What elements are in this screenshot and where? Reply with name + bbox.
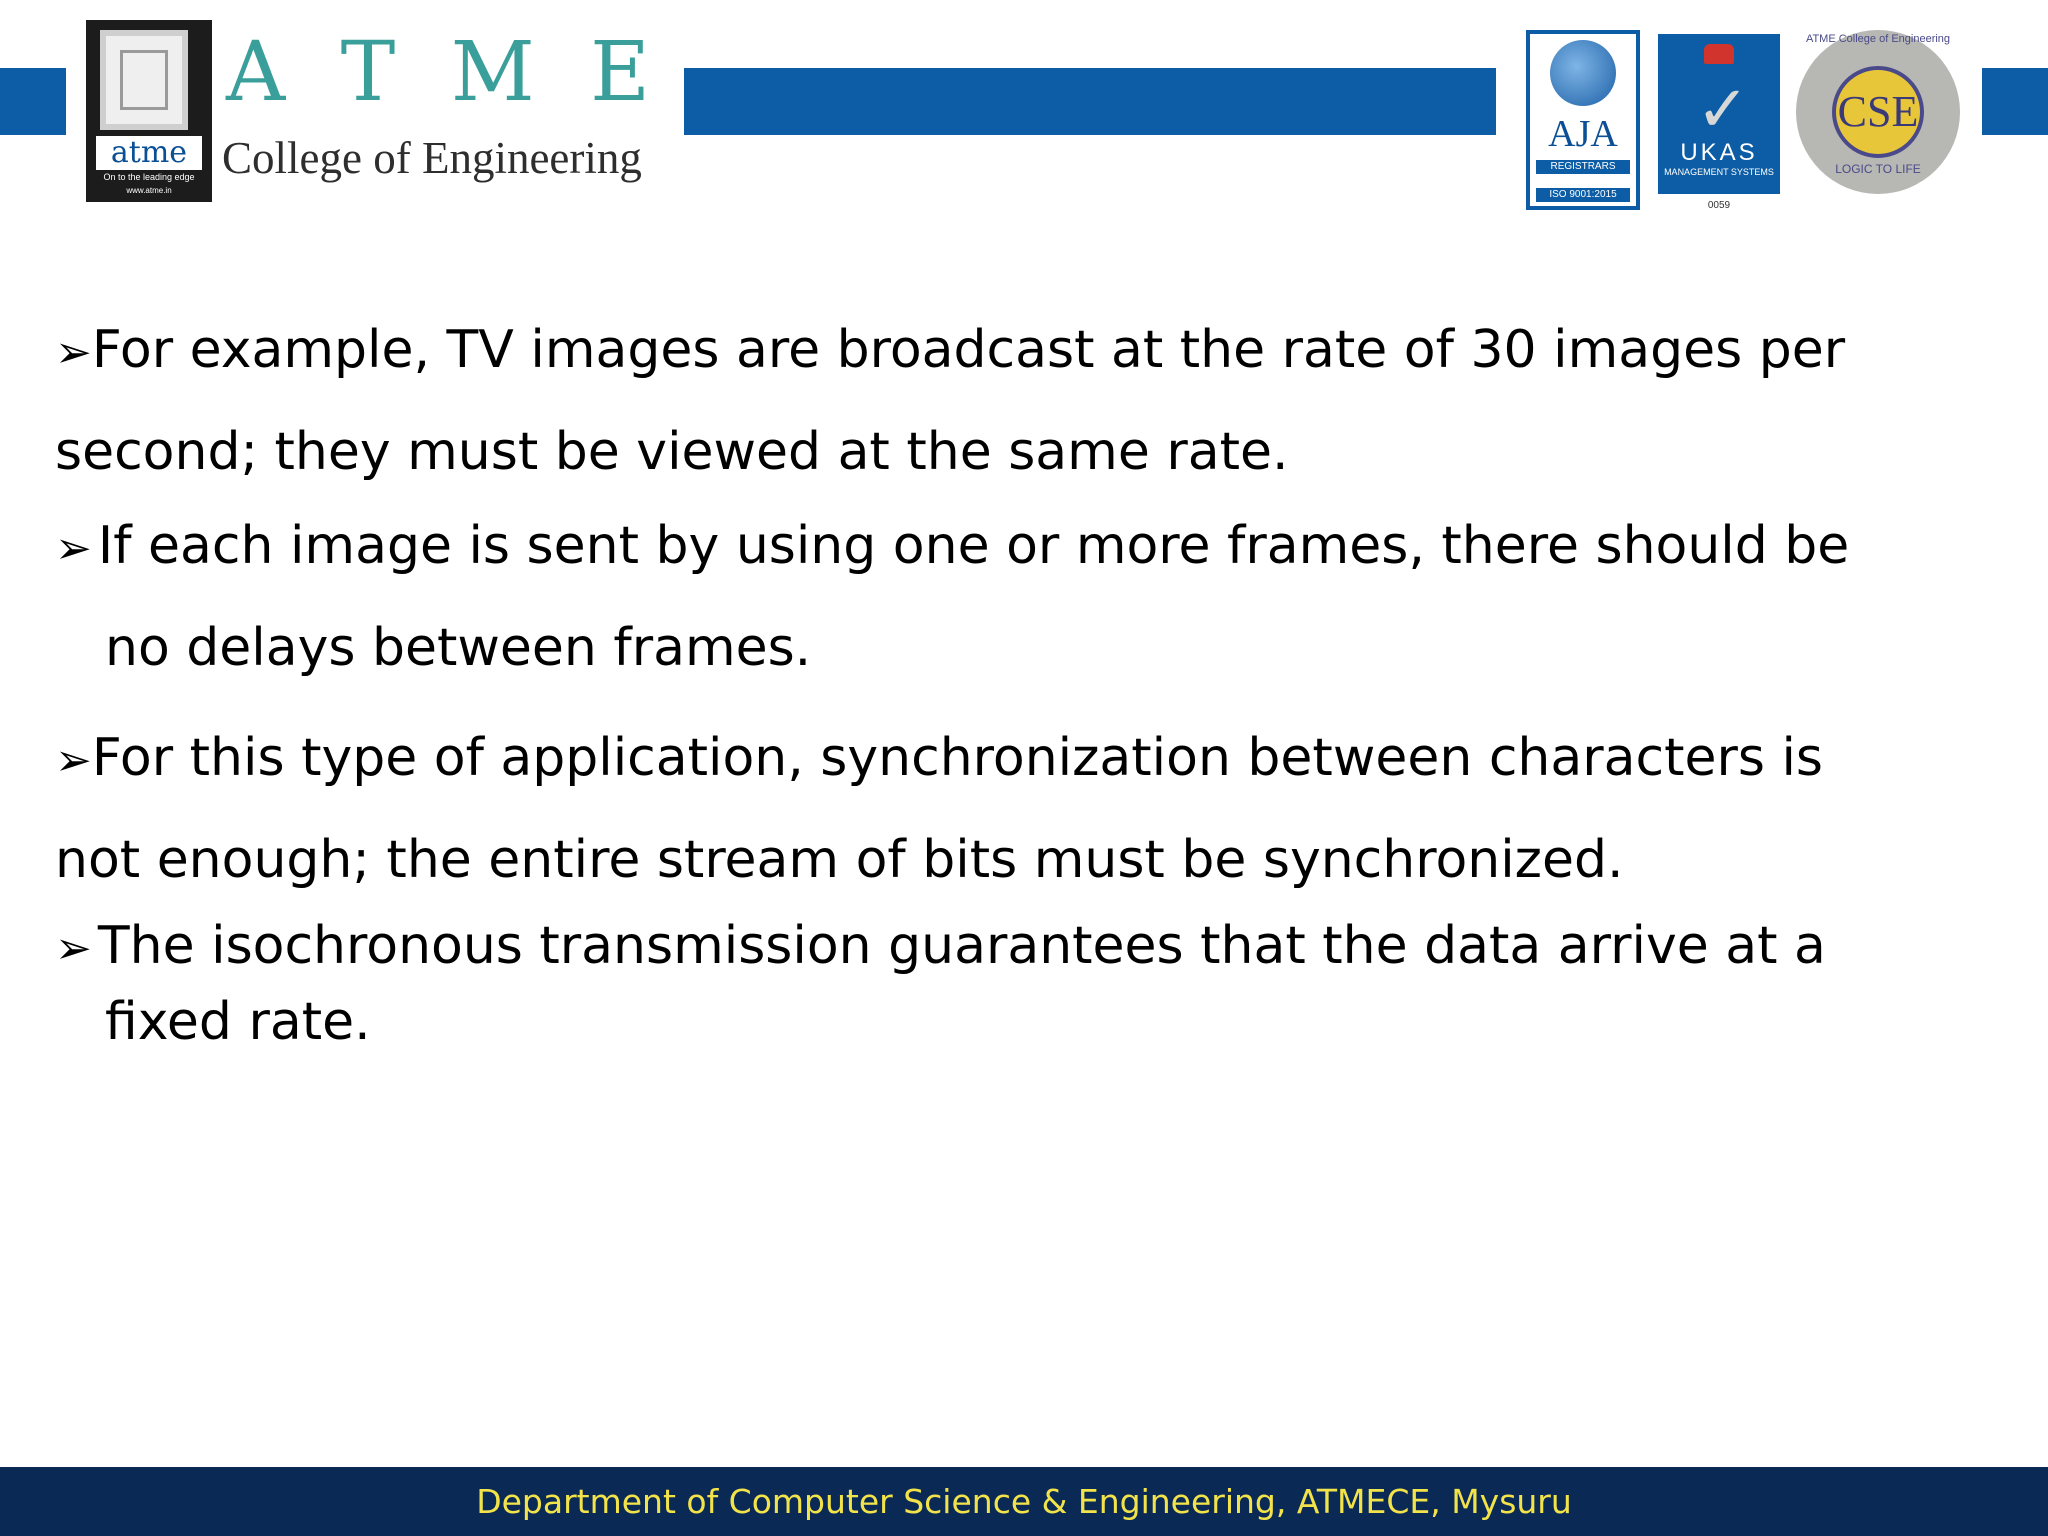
bullet-text: If each image is sent by using one or more frames, there should be [97, 516, 1850, 576]
aja-badge-name: AJA [1548, 113, 1618, 155]
ukas-badge [1658, 34, 1780, 194]
bullet-1-line-1 [55, 320, 1845, 380]
cse-seal-motto: LOGIC TO LIFE [1835, 162, 1921, 176]
brand-letter: M [450, 25, 535, 120]
bullet-1-line-2: second; they must be viewed at the same rate. [55, 422, 1289, 482]
header-bar-middle [684, 68, 1496, 135]
brand-subtitle: College of Engineering [222, 133, 642, 183]
bullet-text: For this type of application, synchronization between characters is [91, 728, 1823, 788]
cse-seal-name: CSE [1837, 87, 1919, 136]
checkmark-icon: ✓ [1696, 73, 1750, 145]
cse-seal [1796, 30, 1960, 194]
header-bar-left [0, 68, 66, 135]
arrow-bullet-icon: ➢ [55, 523, 92, 574]
aja-badge [1526, 30, 1640, 210]
aja-badge-standard: ISO 9001:2015 [1536, 188, 1630, 202]
arrow-bullet-icon: ➢ [55, 735, 92, 786]
bullet-4-line-2: fixed rate. [105, 992, 371, 1052]
bullet-3-line-2: not enough; the entire stream of bits must be synchronized. [55, 830, 1624, 890]
atme-logo [86, 20, 212, 202]
brand-letter: A [226, 25, 286, 120]
brand-letter: E [590, 25, 650, 120]
cse-seal-ring-text: ATME College of Engineering [1805, 33, 1951, 45]
cse-seal-center [1832, 66, 1924, 158]
footer-text: Department of Computer Science & Engineering, ATMECE, Mysuru [476, 1482, 1572, 1521]
globe-icon [1550, 40, 1616, 106]
atme-logo-tagline: On to the leading edge [103, 172, 195, 182]
bullet-2-line-2: no delays between frames. [105, 618, 812, 678]
bullet-2-line-1 [55, 516, 1849, 576]
bullet-3-line-1 [55, 728, 1823, 788]
arrow-bullet-icon: ➢ [55, 327, 92, 378]
atme-logo-url: www.atme.in [126, 186, 172, 195]
ukas-badge-name: UKAS [1680, 139, 1758, 166]
atme-logo-word: atme [96, 136, 202, 170]
header-bar-right [1982, 68, 2048, 135]
ukas-badge-number: 0059 [1707, 200, 1731, 211]
aja-badge-label: REGISTRARS [1536, 160, 1630, 174]
bullet-4-line-1 [55, 916, 1826, 976]
bullet-text: The isochronous transmission guarantees that the data arrive at a [97, 916, 1826, 976]
footer-bar [0, 1467, 2048, 1536]
atme-logo-frame-icon [100, 30, 188, 130]
crown-icon [1704, 44, 1734, 64]
brand-letters [226, 26, 650, 120]
arrow-bullet-icon: ➢ [55, 923, 92, 974]
ukas-badge-label: MANAGEMENT SYSTEMS [1664, 167, 1774, 177]
bullet-text: For example, TV images are broadcast at the rate of 30 images per [91, 320, 1846, 380]
brand-letter: T [340, 25, 396, 120]
